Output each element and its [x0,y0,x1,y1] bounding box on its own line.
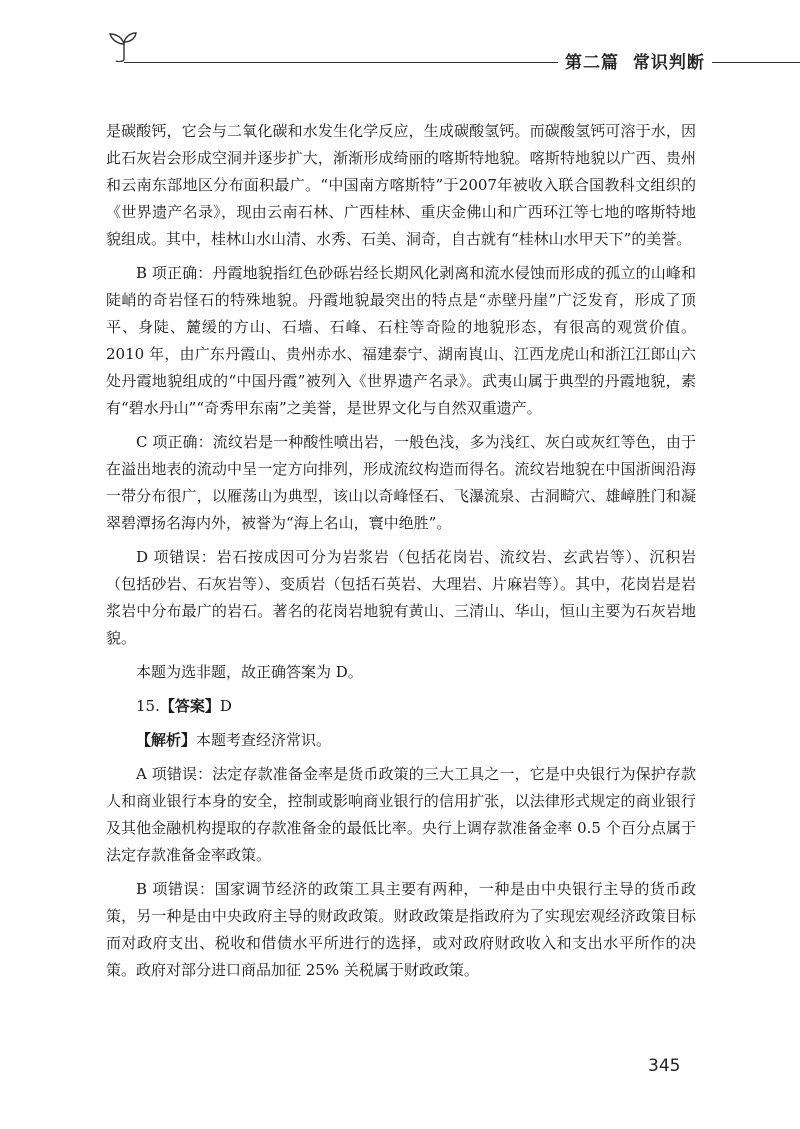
header-title [565,48,705,73]
header-chapter-title: 常识判断 [632,53,705,73]
header-rule-left [124,62,558,63]
paragraph-conclusion: 本题为选非题，故正确答案为 D。 [136,663,363,681]
answer-value: D [219,697,232,715]
answer-line [106,693,696,720]
paragraph-option-b: B 项正确：丹霞地貌指红色砂砾岩经长期风化剥离和流水侵蚀而形成的孤立的山峰和陡峭的奇岩怪石的特殊地貌。丹霞地貌最突出的特点是“赤壁丹崖”广泛发育，形成了顶平、身陡、麓缓的方山、石墙、石峰、石柱等奇险的地貌形态，有很高的观赏价值。2010 年，由广东丹霞山、贵州赤水、福建泰宁、湖南崀山、江西龙虎山和浙江江郎山六处丹霞地貌组成的“中国丹霞”被列入《世界遗产名录》。武夷山属于典型的丹霞地貌，素有“碧水丹山”“奇秀甲东南”之美誉，是世界文化与自然双重遗产。 [106,264,696,417]
analysis-text: 本题考查经济常识。 [196,731,332,749]
paragraph-karst: 是碳酸钙，它会与二氧化碳和水发生化学反应，生成碳酸氢钙。而碳酸氢钙可溶于水，因此石灰岩会形成空洞并逐步扩大，渐渐形成绮丽的喀斯特地貌。喀斯特地貌以广西、贵州和云南东部地区分布面积最广。“中国南方喀斯特”于2007年被收入联合国教科文组织的《世界遗产名录》，现由云南石林、广西桂林、重庆金佛山和广西环江等七地的喀斯特地貌组成。其中，桂林山水山清、水秀、石美、洞奇，自古就有“桂林山水甲天下”的美誉。 [106,122,696,248]
paragraph-econ-option-a: A 项错误：法定存款准备金率是货币政策的三大工具之一，它是中央银行为保护存款人和商业银行本身的安全，控制或影响商业银行的信用扩张，以法律形式规定的商业银行及其他金融机构提取的存款准备金的最低比率。央行上调存款准备金率 0.5 个百分点属于法定存款准备金率政策。 [106,765,696,864]
analysis-label: 【解析】 [136,731,197,749]
page-body [106,118,696,991]
header-rule-right [712,62,800,63]
answer-label: 【答案】 [159,697,220,715]
question-number: 15. [136,697,160,715]
paragraph-option-d: D 项错误：岩石按成因可分为岩浆岩（包括花岗岩、流纹岩、玄武岩等）、沉积岩（包括砂岩、石灰岩等）、变质岩（包括石英岩、大理岩、片麻岩等）。其中，花岗岩是岩浆岩中分布最广的岩石。著名的花岗岩地貌有黄山、三清山、华山，恒山主要为石灰岩地貌。 [106,548,696,647]
analysis-line [106,727,696,754]
paragraph-option-c: C 项正确：流纹岩是一种酸性喷出岩，一般色浅，多为浅红、灰白或灰红等色，由于在溢出地表的流动中呈一定方向排列，形成流纹构造而得名。流纹岩地貌在中国浙闽沿海一带分布很广，以雁荡山为典型，该山以奇峰怪石、飞瀑流泉、古洞畸穴、雄嶂胜门和凝翠碧潭扬名海内外，被誉为“海上名山，寰中绝胜”。 [106,433,696,532]
page-header [0,0,800,90]
sprout-icon [104,28,138,62]
header-section: 第二篇 [565,53,619,73]
paragraph-econ-option-b: B 项错误：国家调节经济的政策工具主要有两种，一种是由中央银行主导的货币政策，另一种是由中央政府主导的财政政策。财政政策是指政府为了实现宏观经济政策目标而对政府支出、税收和借债水平所进行的选择，或对政府财政收入和支出水平所作的决策。政府对部分进口商品加征 25% 关税属于财政政策。 [106,880,696,979]
page-number: 345 [648,1056,681,1076]
